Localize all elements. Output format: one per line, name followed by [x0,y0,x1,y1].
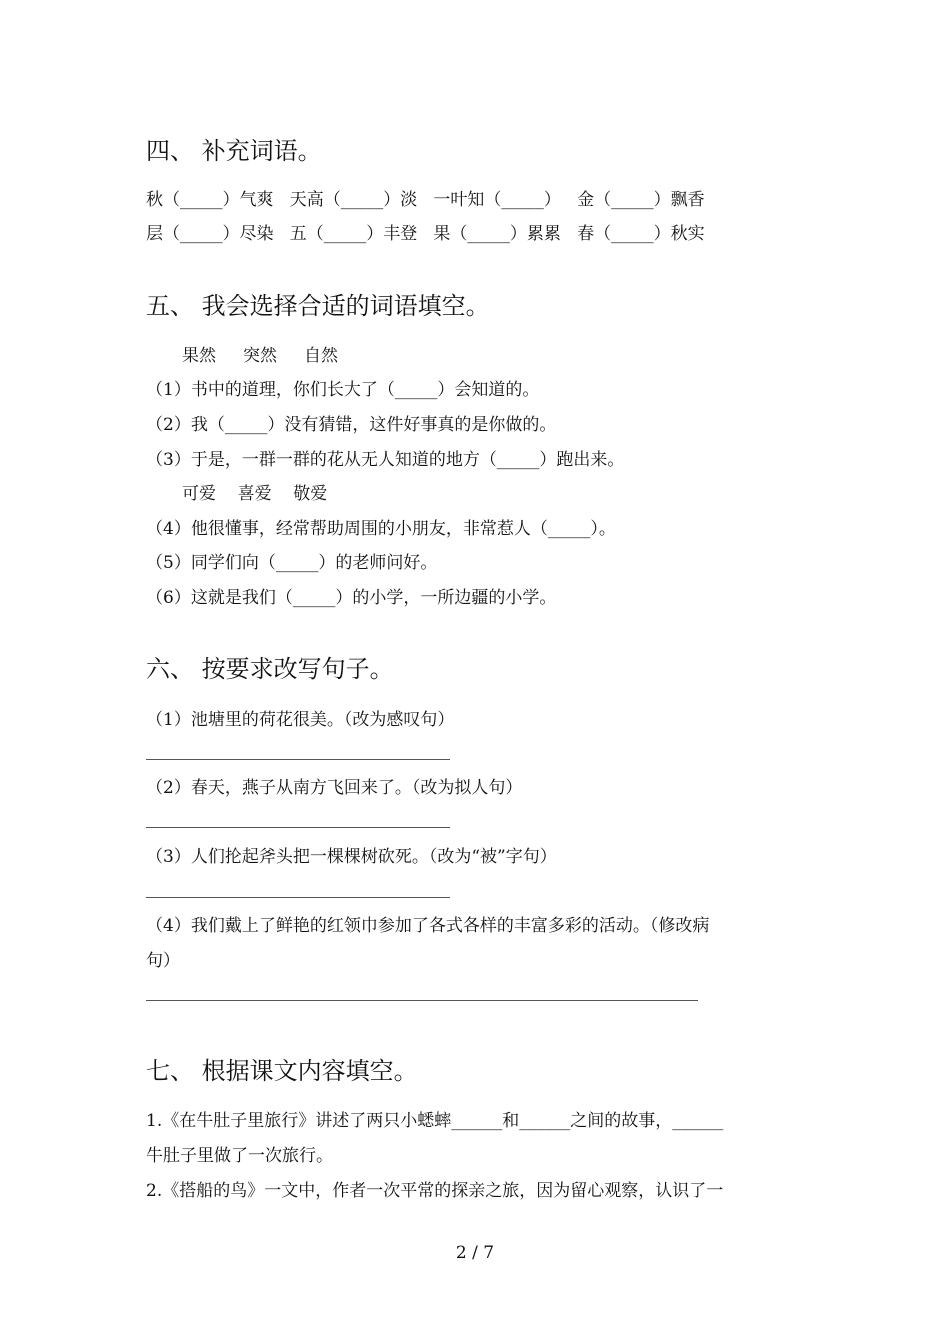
section-6-question-3: （3）人们抡起斧头把一棵棵树砍死。（改为“被”字句） [146,847,557,867]
section-6-question-4-line-1: （4）我们戴上了鲜艳的红领巾参加了各式各样的丰富多彩的活动。（修改病 [146,916,710,936]
answer-line-3 [146,897,450,898]
section-7-question-1-line-2: 牛肚子里做了一次旅行。 [146,1146,333,1166]
section-7-title: 七、 根据课文内容填空。 [146,1057,418,1085]
section-4-title: 四、 补充词语。 [146,137,322,165]
section-5-question-4: （4）他很懂事，经常帮助周围的小朋友，非常惹人（_____）。 [146,519,616,539]
page-number: 2 / 7 [455,1243,495,1263]
section-5-question-2: （2）我（_____）没有猜错，这件好事真的是你做的。 [146,415,557,435]
section-5-title: 五、 我会选择合适的词语填空。 [146,292,490,320]
section-5-question-3: （3）于是，一群一群的花从无人知道的地方（_____）跑出来。 [146,450,625,470]
section-4-row-2: 层（_____）尽染 五（_____）丰登 果（_____）累累 春（_____）秋实 [146,224,705,244]
section-6-question-2: （2）春天，燕子从南方飞回来了。（改为拟人句） [146,778,523,798]
answer-line-2 [146,827,450,828]
section-5-word-group-1: 果然 突然 自然 [182,346,339,366]
answer-line-4 [146,1000,698,1001]
answer-line-1 [146,759,450,760]
section-5-word-group-2: 可爱 喜爱 敬爱 [182,484,328,504]
section-4-row-1: 秋（_____）气爽 天高（_____）淡 一叶知（_____） 金（_____）飘香 [146,190,705,210]
section-7-question-2-line-1: 2.《搭船的鸟》一文中，作者一次平常的探亲之旅，因为留心观察，认识了一 [146,1181,724,1201]
section-6-question-4-line-2: 句） [146,951,180,971]
section-5-question-1: （1）书中的道理，你们长大了（_____）会知道的。 [146,380,540,400]
section-6-question-1: （1）池塘里的荷花很美。（改为感叹句） [146,710,455,730]
section-5-question-5: （5）同学们向（_____）的老师问好。 [146,553,438,573]
section-7-question-1-line-1: 1.《在牛肚子里旅行》讲述了两只小蟋蟀______和______之间的故事，______ [146,1111,724,1131]
section-6-title: 六、 按要求改写句子。 [146,655,394,683]
section-5-question-6: （6）这就是我们（_____）的小学，一所边疆的小学。 [146,588,557,608]
